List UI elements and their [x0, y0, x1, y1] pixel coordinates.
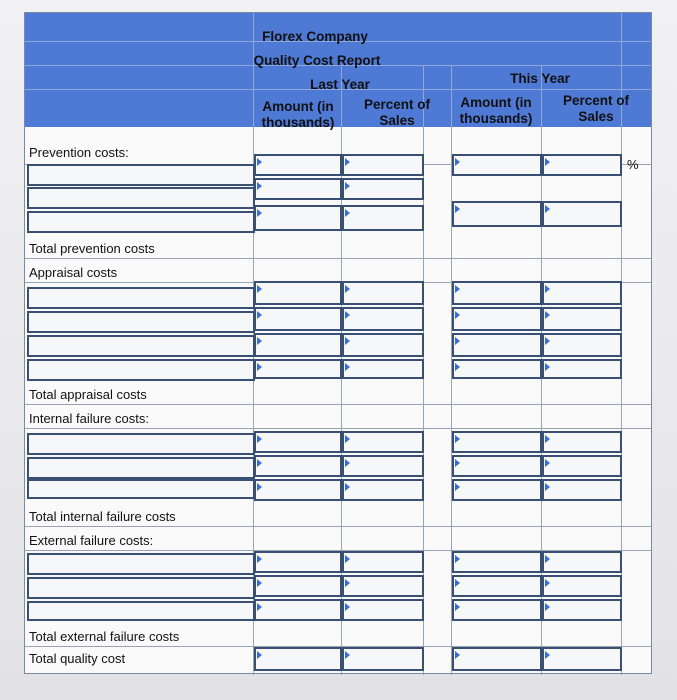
total-internal-row: [25, 503, 651, 527]
appraisal-3-this-amount[interactable]: [452, 333, 542, 357]
external-heading-row: [25, 527, 651, 551]
appraisal-1-last-amount[interactable]: [254, 281, 342, 305]
prevention-2-last-amount[interactable]: [254, 178, 342, 200]
external-2-last-percent[interactable]: [342, 575, 424, 597]
appraisal-2-last-percent[interactable]: [342, 307, 424, 331]
prevention-1-this-percent[interactable]: [542, 154, 622, 176]
report-title: Quality Cost Report: [253, 53, 381, 68]
internal-3-this-amount[interactable]: [452, 479, 542, 501]
appraisal-4-this-percent[interactable]: [542, 359, 622, 379]
external-1-last-percent[interactable]: [342, 551, 424, 573]
external-1-this-amount[interactable]: [452, 551, 542, 573]
appraisal-1-this-percent[interactable]: [542, 281, 622, 305]
external-2-this-amount[interactable]: [452, 575, 542, 597]
this-year-percent-header: Percent of Sales: [562, 93, 630, 124]
appraisal-item-4-label[interactable]: [27, 359, 255, 381]
internal-2-last-amount[interactable]: [254, 455, 342, 477]
prevention-costs-label: Prevention costs:: [29, 145, 129, 160]
external-3-this-amount[interactable]: [452, 599, 542, 621]
external-3-this-percent[interactable]: [542, 599, 622, 621]
total-quality-last-percent[interactable]: [342, 647, 424, 671]
appraisal-heading-row: [25, 259, 651, 283]
appraisal-item-2-label[interactable]: [27, 311, 255, 333]
last-year-amount-header: Amount (in thousands): [261, 99, 335, 130]
last-year-header: Last Year: [310, 77, 370, 92]
appraisal-item-3-label[interactable]: [27, 335, 255, 357]
quality-cost-report-table: [24, 12, 652, 674]
internal-1-last-percent[interactable]: [342, 431, 424, 453]
total-appraisal-label: Total appraisal costs: [29, 387, 147, 402]
total-quality-last-amount[interactable]: [254, 647, 342, 671]
this-year-amount-header: Amount (in thousands): [459, 95, 533, 126]
total-prevention-label: Total prevention costs: [29, 241, 155, 256]
external-2-last-amount[interactable]: [254, 575, 342, 597]
prevention-item-1-label[interactable]: [27, 164, 255, 186]
external-3-last-amount[interactable]: [254, 599, 342, 621]
prevention-1-last-percent[interactable]: [342, 154, 424, 176]
internal-2-this-percent[interactable]: [542, 455, 622, 477]
external-item-1-label[interactable]: [27, 553, 255, 575]
appraisal-1-last-percent[interactable]: [342, 281, 424, 305]
internal-1-last-amount[interactable]: [254, 431, 342, 453]
appraisal-4-last-amount[interactable]: [254, 359, 342, 379]
appraisal-1-this-amount[interactable]: [452, 281, 542, 305]
appraisal-3-last-amount[interactable]: [254, 333, 342, 357]
prevention-3-last-percent[interactable]: [342, 205, 424, 231]
appraisal-3-last-percent[interactable]: [342, 333, 424, 357]
internal-3-last-amount[interactable]: [254, 479, 342, 501]
internal-heading-row: [25, 405, 651, 429]
internal-item-2-label[interactable]: [27, 457, 255, 479]
appraisal-2-this-amount[interactable]: [452, 307, 542, 331]
external-2-this-percent[interactable]: [542, 575, 622, 597]
total-external-row: [25, 623, 651, 647]
external-item-2-label[interactable]: [27, 577, 255, 599]
internal-3-this-percent[interactable]: [542, 479, 622, 501]
total-quality-this-amount[interactable]: [452, 647, 542, 671]
internal-1-this-amount[interactable]: [452, 431, 542, 453]
total-appraisal-row: [25, 381, 651, 405]
percent-symbol: %: [627, 157, 639, 172]
internal-failure-label: Internal failure costs:: [29, 411, 149, 426]
prevention-1-this-amount[interactable]: [452, 154, 542, 176]
total-internal-label: Total internal failure costs: [29, 509, 176, 524]
external-1-this-percent[interactable]: [542, 551, 622, 573]
internal-2-last-percent[interactable]: [342, 455, 424, 477]
prevention-item-3-label[interactable]: [27, 211, 255, 233]
internal-1-this-percent[interactable]: [542, 431, 622, 453]
external-1-last-amount[interactable]: [254, 551, 342, 573]
total-prevention-row: [25, 235, 651, 259]
internal-item-3-label[interactable]: [27, 479, 255, 499]
external-failure-label: External failure costs:: [29, 533, 154, 548]
total-quality-label: Total quality cost: [29, 651, 126, 666]
appraisal-2-last-amount[interactable]: [254, 307, 342, 331]
prevention-2-last-percent[interactable]: [342, 178, 424, 200]
internal-3-last-percent[interactable]: [342, 479, 424, 501]
internal-item-1-label[interactable]: [27, 433, 255, 455]
appraisal-3-this-percent[interactable]: [542, 333, 622, 357]
total-external-label: Total external failure costs: [29, 629, 180, 644]
appraisal-2-this-percent[interactable]: [542, 307, 622, 331]
company-name: Florex Company: [262, 29, 368, 44]
appraisal-4-last-percent[interactable]: [342, 359, 424, 379]
this-year-header: This Year: [510, 71, 570, 86]
appraisal-item-1-label[interactable]: [27, 287, 255, 309]
prevention-2-this-amount[interactable]: [452, 201, 542, 227]
prevention-item-2-label[interactable]: [27, 187, 255, 209]
internal-2-this-amount[interactable]: [452, 455, 542, 477]
last-year-percent-header: Percent of Sales: [363, 97, 431, 128]
appraisal-4-this-amount[interactable]: [452, 359, 542, 379]
external-3-last-percent[interactable]: [342, 599, 424, 621]
external-item-3-label[interactable]: [27, 601, 255, 621]
prevention-1-last-amount[interactable]: [254, 154, 342, 176]
total-quality-this-percent[interactable]: [542, 647, 622, 671]
prevention-2-this-percent[interactable]: [542, 201, 622, 227]
appraisal-costs-label: Appraisal costs: [29, 265, 118, 280]
prevention-3-last-amount[interactable]: [254, 205, 342, 231]
